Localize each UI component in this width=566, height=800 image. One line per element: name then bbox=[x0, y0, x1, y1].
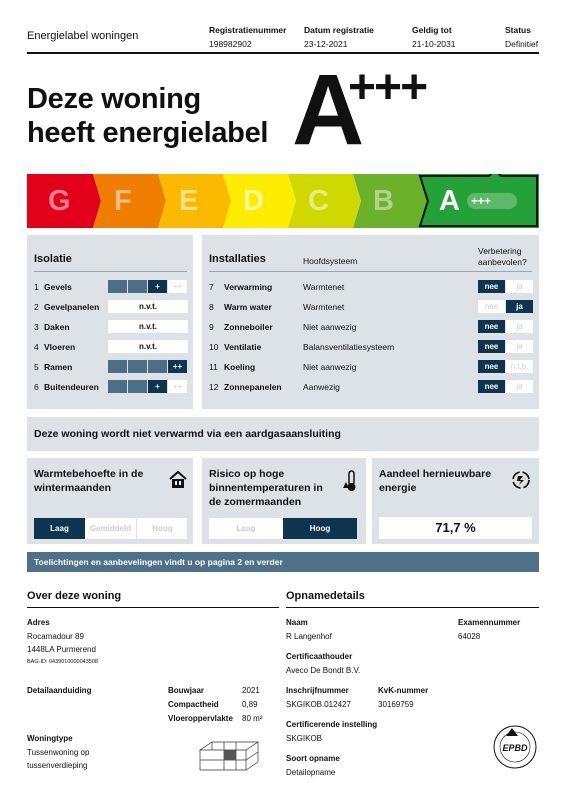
installatie-row bbox=[202, 300, 539, 314]
bouwjaar-value: 2021 bbox=[242, 686, 260, 695]
instelling-label: Certificerende instelling bbox=[286, 720, 378, 729]
isolatie-bar-segment bbox=[128, 380, 147, 393]
verbetering-ja: ja bbox=[506, 280, 533, 293]
isolatie-row-name: Buitendeuren bbox=[44, 382, 99, 392]
isolatie-row-name: Daken bbox=[44, 322, 70, 332]
isolatie-bar-segment bbox=[128, 360, 147, 373]
header-divider bbox=[27, 52, 539, 54]
risico-option-laag: Laag bbox=[236, 524, 256, 533]
installatie-row-name: Ventilatie bbox=[224, 342, 262, 352]
naam-value: R Langenhof bbox=[286, 632, 332, 641]
isolatie-row-number: 3 bbox=[34, 322, 39, 332]
isolatie-row-name: Vloeren bbox=[44, 342, 76, 352]
risico-selector bbox=[209, 518, 357, 539]
gas-notice bbox=[27, 417, 539, 451]
status: Status Definitief bbox=[505, 25, 539, 49]
verbetering-header: Verbetering aanbevolen? bbox=[478, 246, 527, 267]
aandeel-title: Aandeel hernieuwbare energie bbox=[379, 468, 492, 494]
scale-letter-c: C bbox=[308, 185, 329, 217]
isolatie-row bbox=[27, 280, 193, 294]
inschrijfnummer-label: Inschrijfnummer bbox=[286, 686, 349, 695]
adres-label: Adres bbox=[27, 618, 50, 627]
isolatie-bar-mark: ++ bbox=[168, 360, 187, 373]
installaties-title: Installaties bbox=[209, 253, 266, 265]
epbd-logo bbox=[492, 724, 538, 770]
installatie-row-system: Warmtenet bbox=[303, 302, 345, 312]
installatie-row-number: 10 bbox=[209, 342, 219, 352]
certificaathouder-label: Certificaathouder bbox=[286, 652, 353, 661]
installatie-row-name: Verwarming bbox=[224, 282, 273, 292]
verbetering-nee: nee bbox=[478, 320, 505, 333]
installatie-row-system: Niet aanwezig bbox=[303, 322, 357, 332]
energy-label-letter: A bbox=[292, 54, 365, 166]
installatie-row bbox=[202, 340, 539, 354]
installaties-panel bbox=[202, 235, 539, 409]
isolatie-bar-ghost: ++ bbox=[168, 280, 187, 293]
isolatie-row bbox=[27, 360, 193, 374]
energy-label-plus: +++ bbox=[348, 61, 427, 114]
isolatie-panel bbox=[27, 235, 193, 409]
geldig-tot: Geldig tot 21-10-2031 bbox=[412, 25, 456, 49]
energy-scale bbox=[27, 174, 539, 228]
verbetering-nee: nee bbox=[478, 340, 505, 353]
isolatie-bar-segment bbox=[128, 280, 147, 293]
isolatie-row-name: Ramen bbox=[44, 362, 73, 372]
document-title: Energielabel woningen bbox=[27, 30, 139, 42]
woningtype-line1: Tussenwoning op bbox=[27, 748, 90, 757]
registratienummer: Registratienummer 198982902 bbox=[209, 25, 287, 49]
energy-scale-graphic bbox=[27, 174, 539, 228]
epbd-logo-text: EPBD bbox=[502, 743, 528, 753]
kvk-value: 30169759 bbox=[378, 700, 414, 709]
warmte-option-laag: Laag bbox=[34, 518, 85, 539]
vloeroppervlakte-value: 80 m² bbox=[242, 714, 263, 723]
scale-letter-f: F bbox=[114, 185, 132, 217]
warmte-option-hoog: Hoog bbox=[136, 518, 188, 539]
bag-id: BAG-ID: 0439010000043508 bbox=[27, 659, 98, 665]
soort-opname-label: Soort opname bbox=[286, 754, 340, 763]
isolatie-bar-segment bbox=[108, 360, 127, 373]
hero-heading: Deze woning heeft energielabel bbox=[27, 83, 269, 149]
isolatie-title: Isolatie bbox=[34, 253, 72, 265]
woningtype-line2: tussenverdieping bbox=[27, 761, 88, 770]
certificaathouder-value: Aveco De Bondt B.V. bbox=[286, 666, 361, 675]
detail-label: Detailaanduiding bbox=[27, 686, 92, 695]
isolatie-row-number: 1 bbox=[34, 282, 39, 292]
verbetering-nee: nee bbox=[478, 300, 505, 313]
installatie-row bbox=[202, 280, 539, 294]
compactheid-label: Compactheid bbox=[168, 700, 219, 709]
adres-line2: 1448LA Purmerend bbox=[27, 645, 96, 654]
isolatie-row bbox=[27, 340, 193, 354]
scale-letter-d: D bbox=[243, 185, 264, 217]
installaties-divider bbox=[209, 271, 532, 272]
bouwjaar-label: Bouwjaar bbox=[168, 686, 205, 695]
verbetering-ja: ja bbox=[506, 380, 533, 393]
verbetering-ja: n.t.b. bbox=[506, 360, 533, 373]
examennummer-label: Examennummer bbox=[458, 618, 521, 627]
installatie-row-number: 12 bbox=[209, 382, 219, 392]
aandeel-card bbox=[372, 458, 539, 544]
inschrijfnummer-value: SKGIKOB.012427 bbox=[286, 700, 351, 709]
isolatie-row-number: 4 bbox=[34, 342, 39, 352]
isolatie-row bbox=[27, 320, 193, 334]
installatie-row-system: Niet aanwezig bbox=[303, 362, 357, 372]
adres-line1: Rocamadour 89 bbox=[27, 632, 84, 641]
installatie-row-number: 8 bbox=[209, 302, 214, 312]
installatie-row-name: Zonneboiler bbox=[224, 322, 273, 332]
installatie-row-system: Aanwezig bbox=[303, 382, 340, 392]
aandeel-value: 71,7 % bbox=[379, 517, 532, 539]
isolatie-row bbox=[27, 380, 193, 394]
risico-title: Risico op hoge binnentemperaturen in de zomermaanden bbox=[209, 468, 323, 508]
scale-active-plus: +++ bbox=[471, 194, 491, 208]
installatie-row bbox=[202, 320, 539, 334]
isolatie-bar-segment bbox=[148, 360, 167, 373]
isolatie-bar-ghost: ++ bbox=[168, 380, 187, 393]
verbetering-nee: nee bbox=[478, 380, 505, 393]
over-title: Over deze woning bbox=[27, 590, 122, 602]
scale-letter-a: A bbox=[439, 185, 460, 217]
installatie-row-number: 11 bbox=[209, 362, 218, 372]
instelling-value: SKGIKOB bbox=[286, 734, 323, 743]
house-icon bbox=[169, 471, 187, 489]
vloeroppervlakte-label: Vloeroppervlakte bbox=[168, 714, 233, 723]
installatie-row-system: Balansventilatiesysteem bbox=[303, 342, 395, 352]
isolatie-row-number: 2 bbox=[34, 302, 39, 312]
verbetering-nee: nee bbox=[478, 280, 505, 293]
info-banner-text: Toelichtingen en aanbevelingen vindt u op pagina 2 en verder bbox=[34, 557, 283, 567]
naam-label: Naam bbox=[286, 618, 308, 627]
scale-letter-e: E bbox=[179, 185, 199, 217]
warmte-card bbox=[27, 458, 193, 544]
warmte-title: Warmtebehoefte in de wintermaanden bbox=[34, 468, 144, 494]
installatie-row bbox=[202, 360, 539, 374]
isolatie-row-number: 6 bbox=[34, 382, 39, 392]
hoofdsysteem-header: Hoofdsysteem bbox=[303, 256, 358, 266]
opname-title: Opnamedetails bbox=[286, 590, 365, 602]
woningtype-label: Woningtype bbox=[27, 734, 73, 743]
installatie-row-name: Warm water bbox=[224, 302, 272, 312]
isolatie-row-value: n.v.t. bbox=[108, 340, 188, 353]
isolatie-divider bbox=[34, 271, 187, 272]
datum-registratie: Datum registratie 23-12-2021 bbox=[304, 25, 374, 49]
examennummer-value: 64028 bbox=[458, 632, 481, 641]
isolatie-bar-mark: + bbox=[148, 380, 167, 393]
isolatie-row-name: Gevels bbox=[44, 282, 72, 292]
installatie-row-number: 7 bbox=[209, 282, 214, 292]
installatie-row-name: Zonnepanelen bbox=[224, 382, 282, 392]
renewable-icon bbox=[511, 470, 531, 490]
over-divider bbox=[27, 607, 279, 608]
building-icon bbox=[196, 734, 264, 774]
kvk-label: KvK-nummer bbox=[378, 686, 429, 695]
isolatie-row-value: n.v.t. bbox=[108, 320, 188, 333]
isolatie-bar-segment bbox=[108, 380, 127, 393]
isolatie-bar-segment bbox=[108, 280, 127, 293]
gas-notice-text: Deze woning wordt niet verwarmd via een aardgasaansluiting bbox=[34, 428, 341, 440]
verbetering-ja: ja bbox=[506, 320, 533, 333]
verbetering-ja: ja bbox=[506, 340, 533, 353]
risico-card bbox=[202, 458, 366, 544]
thermometer-icon bbox=[342, 470, 360, 492]
scale-letter-b: B bbox=[373, 185, 394, 217]
warmte-selector bbox=[34, 518, 187, 539]
verbetering-ja: ja bbox=[506, 300, 533, 313]
scale-letter-g: G bbox=[48, 185, 71, 217]
isolatie-row-number: 5 bbox=[34, 362, 39, 372]
warmte-option-gemiddeld: Gemiddeld bbox=[89, 524, 132, 533]
installatie-row-name: Koeling bbox=[224, 362, 256, 372]
isolatie-row bbox=[27, 300, 193, 314]
installatie-row bbox=[202, 380, 539, 394]
installatie-row-number: 9 bbox=[209, 322, 214, 332]
compactheid-value: 0,89 bbox=[242, 700, 258, 709]
soort-opname-value: Detailopname bbox=[286, 768, 336, 777]
isolatie-row-name: Gevelpanelen bbox=[44, 302, 100, 312]
opname-divider bbox=[286, 607, 539, 608]
installatie-row-system: Warmtenet bbox=[303, 282, 345, 292]
isolatie-row-value: n.v.t. bbox=[108, 300, 188, 313]
info-banner bbox=[27, 552, 539, 572]
isolatie-bar-mark: + bbox=[148, 280, 167, 293]
verbetering-nee: nee bbox=[478, 360, 505, 373]
risico-option-hoog: Hoog bbox=[283, 518, 357, 539]
